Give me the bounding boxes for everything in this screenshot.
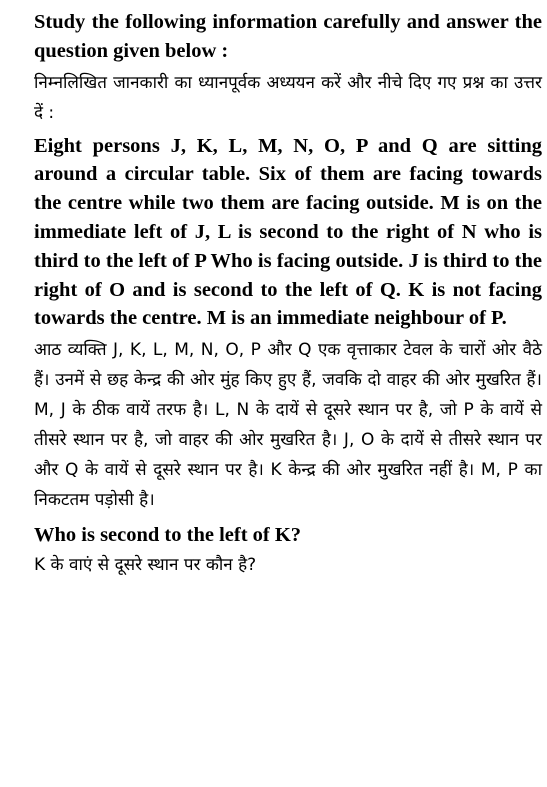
question-hindi: K के वाएं से दूसरे स्थान पर कौन है? — [34, 554, 257, 575]
instruction-english: Study the following information carefully and answer the question given below : — [34, 11, 542, 62]
passage-english: Eight persons J, K, L, M, N, O, P and Q are sitting around a circular table. Six of them are facing towards the centre while two them are facing outside. M is on the immediate left of J, L is second to the right of N who is third to the left of P Who is facing outside. J is third to the right of O and is second to the left of Q. K is not facing towards the centre. M is an immediate neighbour of P. — [34, 134, 542, 330]
question-english: Who is second to the left of K? — [34, 524, 302, 547]
question-document — [34, 8, 542, 580]
instruction-hindi: निम्नलिखित जानकारी का ध्यानपूर्वक अध्ययन करें और नीचे दिए गए प्रश्न का उत्तर दें : — [34, 72, 542, 123]
passage-hindi: आठ व्यक्ति J, K, L, M, N, O, P और Q एक वृत्ताकार टेवल के चारों ओर वैठे हैं। उनमें से छह केन्द्र की ओर मुंह किए हुए हैं, जवकि दो वाहर की ओर मुखरित हैं। M, J के ठीक वायें तरफ है। L, N के दायें से दूसरे स्थान पर है, जो P के वायें से तीसरे स्थान पर है, जो वाहर की ओर मुखरित है। J, O के दायें से तीसरे स्थान पर और Q के वायें से दूसरे स्थान पर है। K केन्द्र की ओर मुखरित नहीं है। M, P का निकटतम पड़ोसी है। — [34, 340, 542, 511]
